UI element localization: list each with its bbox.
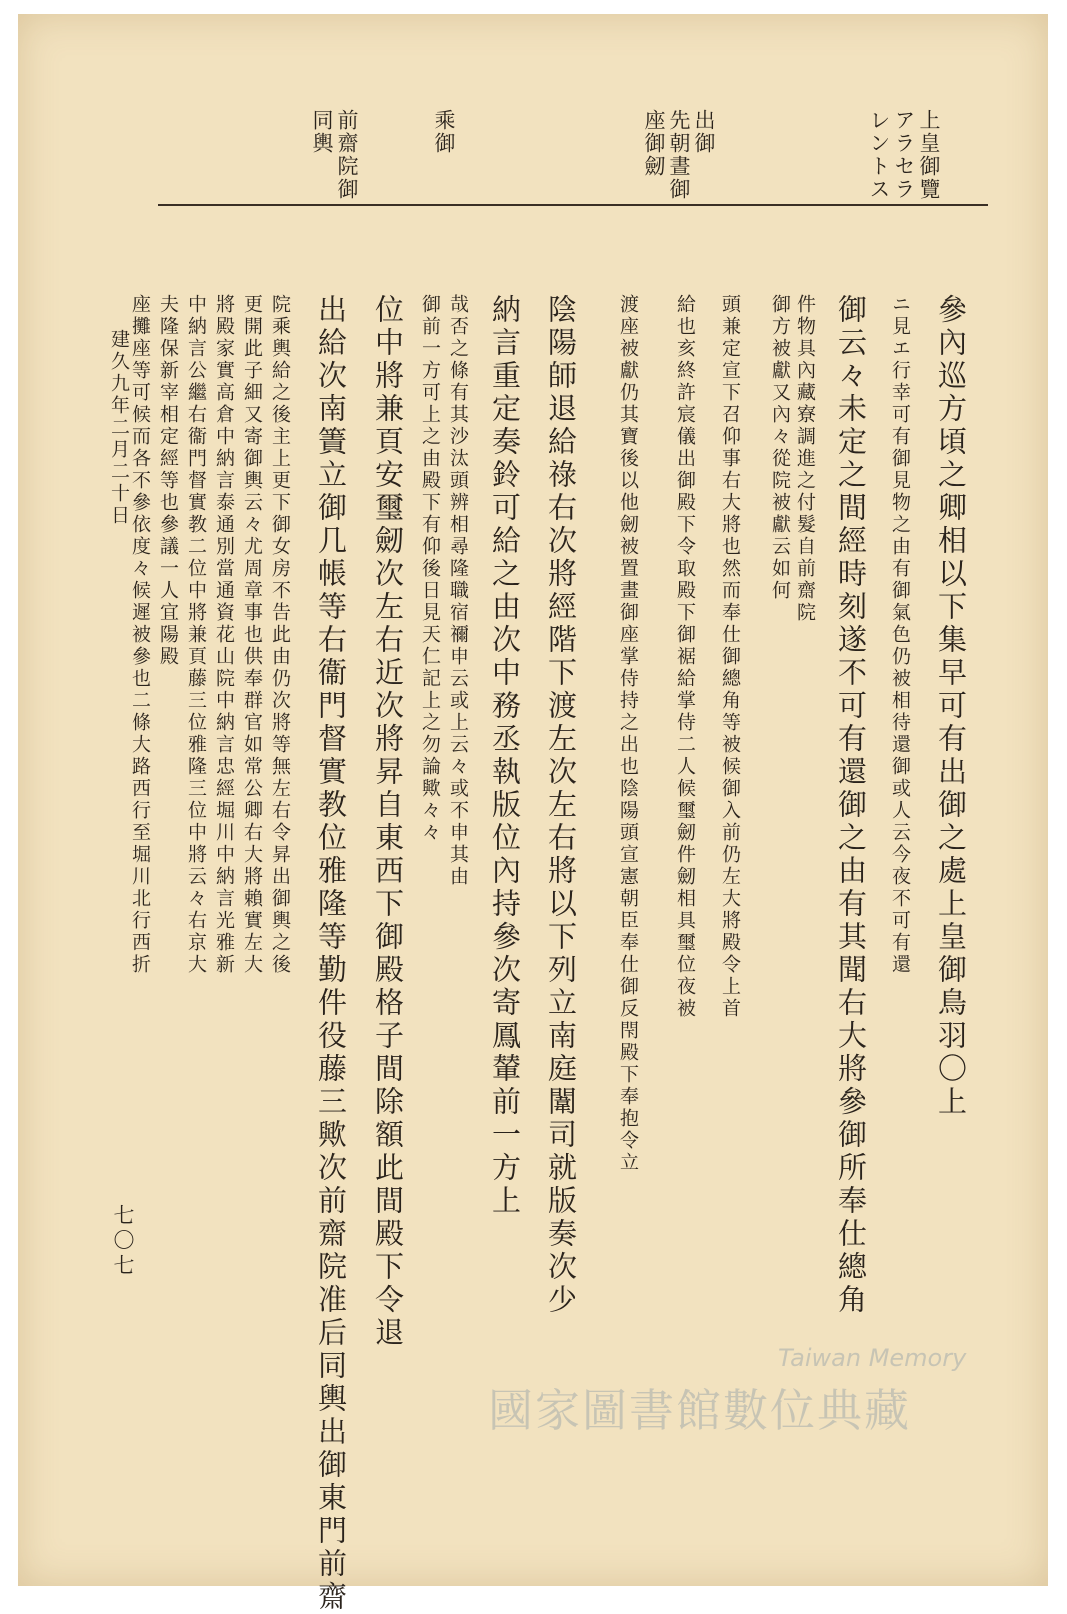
heading-jokan-3: レントス: [867, 109, 891, 201]
heading-jogyo: 乘御: [432, 109, 456, 155]
text-column: 位中將兼頁安璽劒次左右近次將昇自東西下御殿格子間除額此間殿下令退: [371, 294, 405, 1350]
heading-jokan-1: 上皇御覽: [917, 109, 941, 201]
heading-saiin-1: 前齋院御: [335, 109, 359, 201]
text-column: 納言重定奏鈴可給之由次中務丞執版位內持參次寄鳳輦前一方上: [488, 294, 522, 1218]
date-footer: 建久九年二月二十日: [108, 329, 130, 527]
text-column: 座攤座等可候而各不參依度々候遲被參也二條大路西行至堀川北行西折: [129, 294, 151, 976]
text-column: 更開此子細又寄御輿云々尤周章事也供奉群官如常公卿右大將賴實左大: [241, 294, 263, 976]
text-column: 出給次南簀立御几帳等右衞門督實教位雅隆等勤件役藤三歟次前齋院准后同輿出御東門前齋: [314, 294, 348, 1614]
horizontal-rule: [158, 204, 988, 206]
text-column: 御前一方可上之由殿下有仰後日見天仁記上之勿論歟々々: [419, 294, 441, 844]
text-column: 將殿家實高倉中納言泰通別當通資花山院中納言忠經堀川中納言光雅新: [213, 294, 235, 976]
text-column: 渡座被獻仍其寶後以他劒被置畫御座掌侍持之出也陰陽頭宣憲朝臣奉仕御反閇殿下奉抱令立: [617, 294, 639, 1174]
text-column: 中納言公繼右衞門督實教二位中將兼頁藤三位雅隆三位中將云々右京大: [185, 294, 207, 976]
scanned-page: [18, 14, 1048, 1614]
text-column: 哉否之條有其沙汰頭辨相尋隆職宿禰申云或上云々或不申其由: [447, 294, 469, 888]
text-column: 頭兼定宣下召仰事右大將也然而奉仕御總角等被候御入前仍左大將殿令上首: [719, 294, 741, 1020]
text-column: 御方被獻又內々從院被獻云如何: [769, 294, 791, 602]
heading-shutsugyo-1: 出御: [692, 109, 716, 155]
text-column: 院乘輿給之後主上更下御女房不告此由仍次將等無左右令昇出御輿之後: [269, 294, 291, 976]
text-column: 御云々未定之間經時刻遂不可有還御之由有其聞右大將參御所奉仕總角: [834, 294, 868, 1317]
heading-jokan-2: アラセラ: [892, 109, 916, 201]
text-column: 件物具內藏寮調進之付髮自前齋院: [794, 294, 816, 624]
heading-saiin-2: 同輿: [310, 109, 334, 155]
watermark-english: Taiwan Memory: [778, 1344, 967, 1372]
heading-shutsugyo-2: 先朝晝御: [667, 109, 691, 201]
page-number: 七〇七: [111, 1204, 135, 1279]
text-column: 夫隆保新宰相定經等也參議一人宜陽殿: [157, 294, 179, 668]
text-column: ニ見エ行幸可有御見物之由有御氣色仍被相待還御或人云今夜不可有還: [889, 294, 911, 976]
text-column: 給也亥終許宸儀出御殿下令取殿下御裾給掌侍二人候璽劒件劒相具璽位夜被: [674, 294, 696, 1020]
text-column: 參內巡方頃之卿相以下集早可有出御之處上皇御鳥羽〇上: [934, 294, 968, 1119]
watermark: 國家圖書館數位典藏: [488, 1384, 912, 1437]
heading-shutsugyo-3: 座御劒: [642, 109, 666, 178]
text-column: 陰陽師退給祿右次將經階下渡左次左右將以下列立南庭闈司就版奏次少: [544, 294, 578, 1317]
